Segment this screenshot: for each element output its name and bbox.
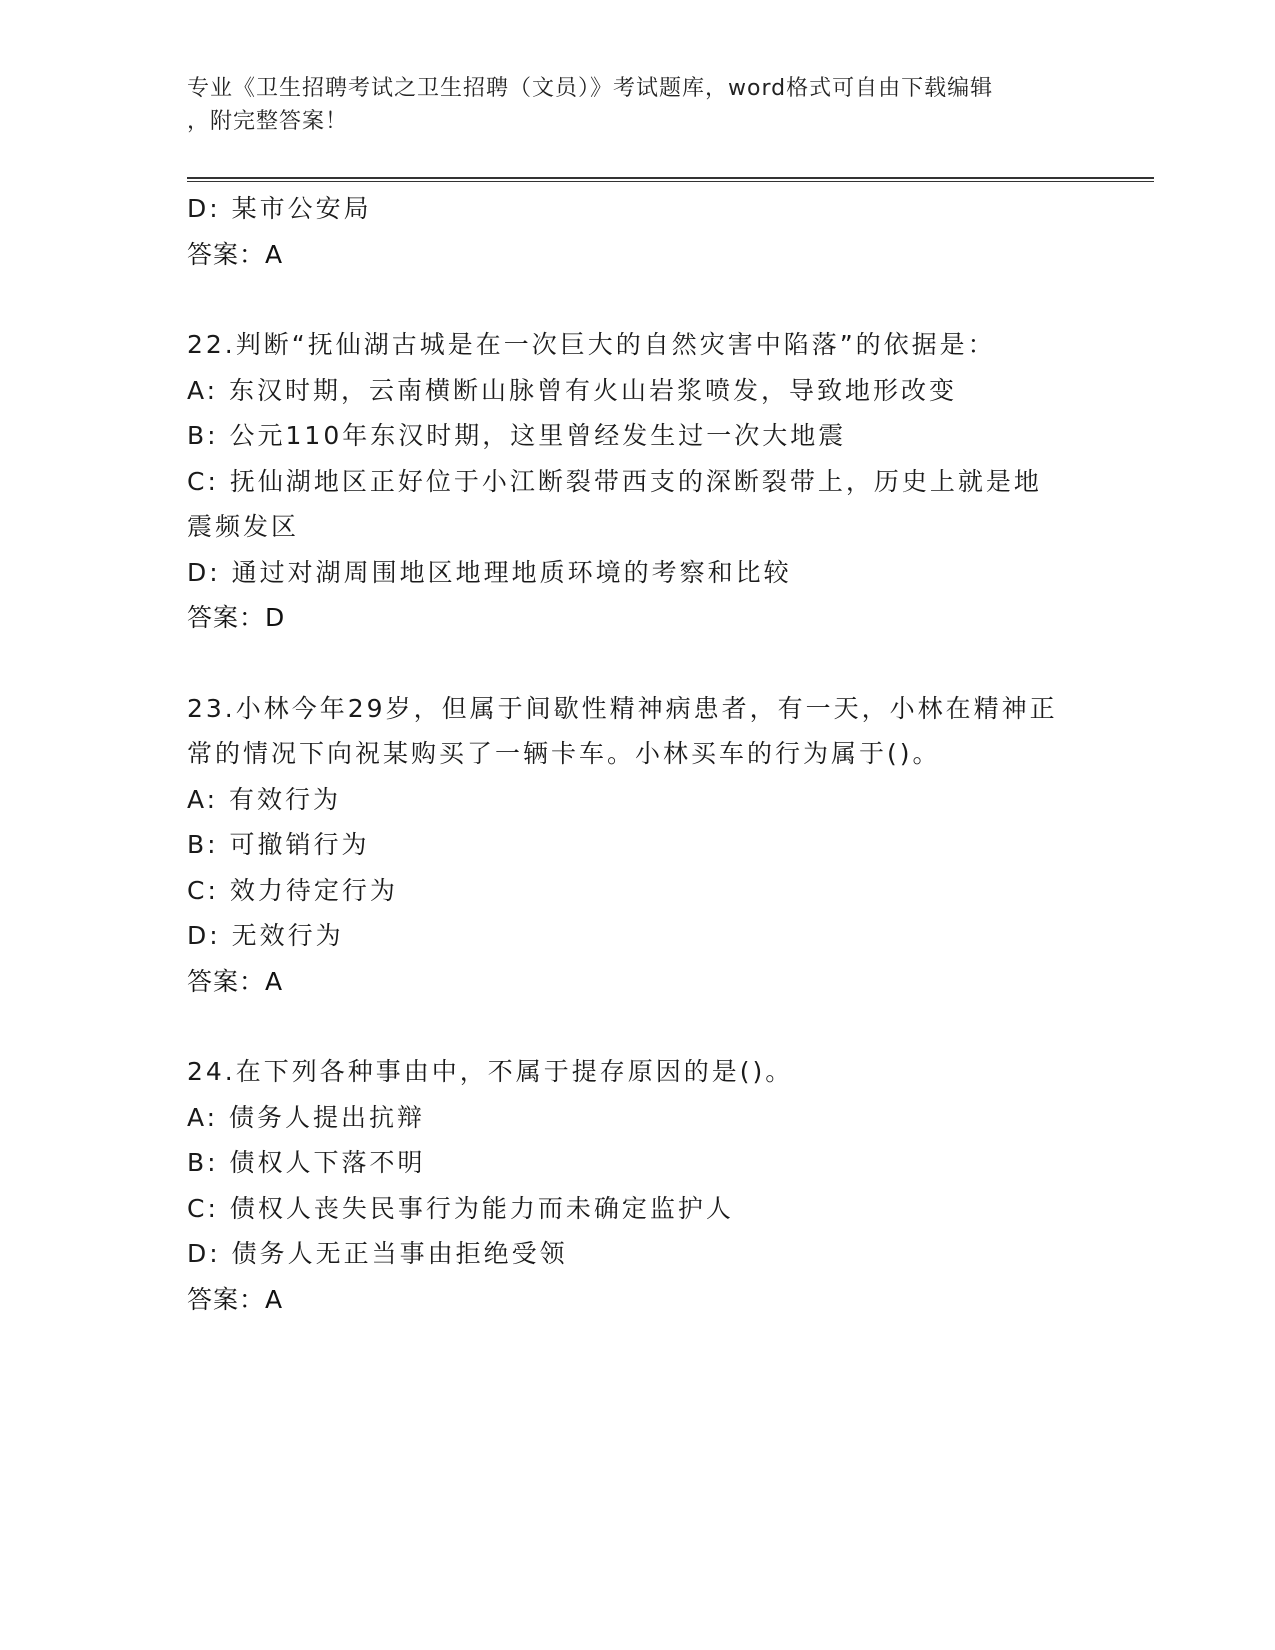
question-stem: 22.判断“抚仙湖古城是在一次巨大的自然灾害中陷落”的依据是： [187,330,996,359]
option-a: A: 东汉时期，云南横断山脉曾有火山岩浆喷发，导致地形改变 [187,375,958,405]
header-divider [187,177,1154,182]
header-title-line-continued: ，附完整答案！ [187,109,349,134]
option-d: D: 债务人无正当事由拒绝受领 [187,1239,568,1268]
option-c: C: 抚仙湖地区正好位于小江断裂带西支的深断裂带上，历史上就是地震频发区 [187,466,1042,541]
header-title-line: 专业《卫生招聘考试之卫生招聘（文员）》考试题库，word格式可自由下载编辑 [187,76,994,101]
option-c: C: 效力待定行为 [187,875,398,905]
answer-line: 答案：A [187,239,284,269]
document-body [187,186,1087,1322]
answer-line: 答案：A [187,1284,284,1314]
question-stem: 24.在下列各种事由中，不属于提存原因的是()。 [187,1057,794,1086]
option-c: C: 债权人丧失民事行为能力而未确定监护人 [187,1193,734,1223]
option-d: D: 无效行为 [187,921,344,950]
option-b: B: 可撤销行为 [187,830,370,859]
question-24 [187,1049,1087,1322]
question-22 [187,322,1087,641]
option-d: D: 某市公安局 [187,194,372,223]
question-stem: 23.小林今年29岁，但属于间歇性精神病患者，有一天，小林在精神正常的情况下向祝某购买了一辆卡车。小林买车的行为属于()。 [187,693,1058,768]
option-d: D: 通过对湖周围地区地理地质环境的考察和比较 [187,557,792,587]
option-a: A: 债务人提出抗辩 [187,1102,426,1132]
option-b: B: 公元110年东汉时期，这里曾经发生过一次大地震 [187,421,847,450]
answer-line: 答案：A [187,966,284,996]
question-23 [187,686,1087,1005]
option-b: B: 债权人下落不明 [187,1148,426,1177]
answer-line: 答案：D [187,603,286,632]
previous-question-tail [187,186,1087,277]
page-header [187,72,1087,138]
option-a: A: 有效行为 [187,784,342,814]
